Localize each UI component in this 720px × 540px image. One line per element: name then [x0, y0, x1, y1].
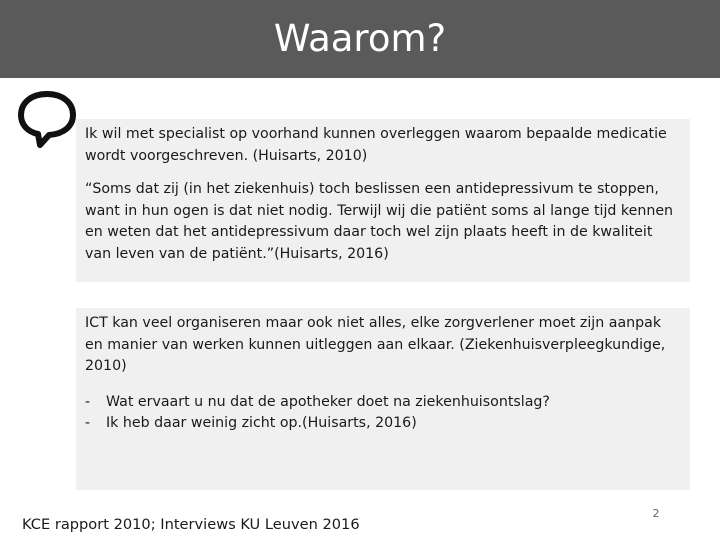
speech-bubble-icon — [16, 90, 78, 148]
list-item — [85, 413, 681, 435]
quote-box-2 — [76, 308, 690, 490]
slide-title: Waarom? — [273, 17, 447, 60]
list-item — [85, 392, 681, 414]
quote-huisarts-2016: “Soms dat zij (in het ziekenhuis) toch beslissen een antidepressivum te stoppen, want in hun ogen is dat niet nodig. Terwijl wij die patiënt soms al lange tijd kennen en weten dat het antidepressivum daar toch wel zijn plaats heeft in de kwaliteit van leven van de patiënt.”(Huisarts, 2016) — [85, 181, 674, 262]
title-bar — [0, 0, 720, 78]
list-item-text: Wat ervaart u nu dat de apotheker doet na ziekenhuisontslag? — [106, 393, 550, 410]
quote-ziekenhuisverpleegkundige-2010: ICT kan veel organiseren maar ook niet alles, elke zorgverlener moet zijn aanpak en manier van werken kunnen uitleggen aan elkaar. (Ziekenhuisverpleegkundige, 2010) — [85, 315, 666, 374]
quote-box-1 — [76, 119, 690, 282]
page-number: 2 — [652, 507, 660, 520]
list-item-text: Ik heb daar weinig zicht op.(Huisarts, 2016) — [106, 415, 417, 431]
dialogue-list — [85, 392, 681, 435]
source-footer: KCE rapport 2010; Interviews KU Leuven 2016 — [22, 516, 360, 533]
quote-huisarts-2010: Ik wil met specialist op voorhand kunnen overleggen waarom bepaalde medicatie wordt voorgeschreven. (Huisarts, 2010) — [85, 126, 667, 164]
list-dash: - — [85, 415, 91, 431]
list-dash: - — [85, 393, 91, 410]
